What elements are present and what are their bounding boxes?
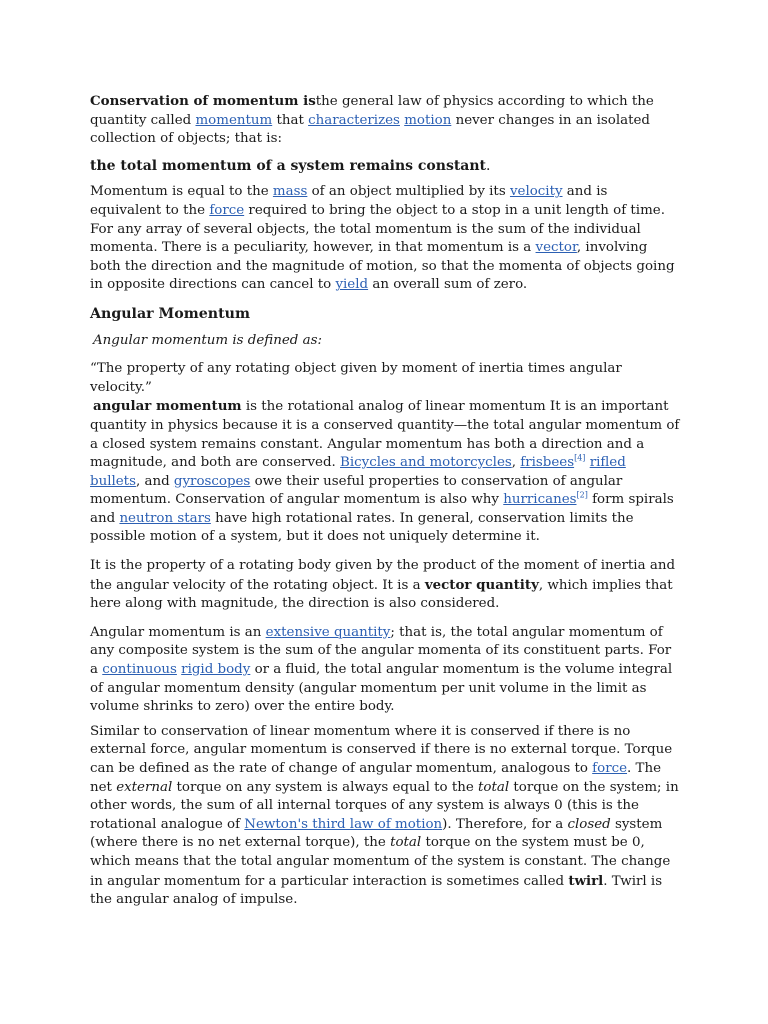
link-gyroscopes[interactable]: gyroscopes	[173, 473, 251, 489]
text-run: owe their useful properties to conservation of angular momentum. Conservation of angular momentum is also why	[90, 473, 623, 508]
paragraph-torque-conservation	[90, 723, 680, 910]
link-velocity[interactable]: velocity	[509, 184, 563, 200]
text-run: It is the property of a rotating body given by the product of the moment of inertia and the angular velocity of the rotating object. It is a	[90, 558, 676, 593]
text-run: of an object multiplied by its	[307, 184, 510, 200]
text-run: , and	[135, 473, 174, 489]
text-run: torque on the system must be 0, which means that the total angular momentum of the system is constant. The change in angular momentum for a particular interaction is sometimes called	[90, 835, 671, 889]
text-run: , involving both the direction and the magnitude of motion, so that the momenta of objects going in opposite directions can cancel to	[90, 240, 675, 293]
text-run: torque on the system; in other words, the sum of all internal torques of any system is always 0 (this is the rotational analogue of	[90, 779, 679, 832]
paragraph-momentum-definition	[90, 183, 680, 295]
link-hurricanes[interactable]: hurricanes	[503, 492, 577, 508]
text-run: never changes in an isolated collection of objects; that is:	[90, 112, 651, 147]
link-neutron-stars[interactable]: neutron stars	[119, 510, 211, 526]
text-run: form spirals and	[90, 492, 674, 526]
citation-4[interactable]: [4]	[574, 453, 586, 463]
paragraph-property-of-rotating-body	[90, 557, 680, 614]
paragraph-extensive-quantity	[90, 624, 680, 717]
text-run: Similar to conservation of linear momentum where it is conserved if there is no external force, angular momentum is conserved if there is no external torque. Torque can be defined as the rate of change of angular momentum, analogous to	[90, 723, 673, 776]
link-rigid-body[interactable]: rigid body	[181, 662, 251, 678]
text-run: an overall sum of zero.	[368, 277, 528, 293]
link-characterizes[interactable]: characterizes	[308, 112, 400, 128]
link-frisbees[interactable]: frisbees	[520, 455, 575, 471]
link-motion[interactable]: motion	[404, 112, 452, 128]
definition-intro: Angular momentum is defined as:	[93, 332, 322, 348]
heading-angular-momentum: Angular Momentum	[90, 305, 250, 322]
paragraph-total-momentum-statement	[90, 157, 680, 176]
text-run: the general law of physics according to which the quantity called	[90, 94, 654, 128]
text-run: . Twirl is the angular analog of impulse.	[90, 873, 663, 908]
bold-term: vector quantity	[424, 576, 539, 593]
text-run: , which implies that here along with magnitude, the direction is also considered.	[90, 577, 673, 612]
italic-term: closed	[567, 816, 611, 832]
italic-term: total	[390, 835, 422, 851]
bold-term: angular momentum	[93, 398, 242, 415]
italic-term: external	[116, 779, 173, 795]
link-force[interactable]: force	[209, 202, 245, 218]
text-run: ). Therefore, for a	[442, 816, 568, 832]
text-run: have high rotational rates. In general, conservation limits the possible motion of a system, but it does not uniquely determine it.	[90, 510, 634, 545]
text-run: ,	[511, 455, 521, 471]
bold-term: twirl	[568, 872, 604, 889]
text-run: Momentum is equal to the	[90, 184, 273, 200]
text-run: required to bring the object to a stop in a unit length of time. For any array of several objects, the total momentum is the sum of the individual momenta. There is a peculiarity, however, in that momentum is a	[90, 202, 665, 256]
link-rifled-bullets[interactable]: rifled bullets	[90, 455, 626, 489]
link-mass[interactable]: mass	[272, 184, 308, 200]
text-run: —the total angular momentum of a closed system remains constant. Angular momentum has both a direction and a magnitude, and both are conserved.	[90, 417, 680, 471]
link-newtons-third-law[interactable]: Newton's third law of motion	[244, 816, 443, 832]
link-continuous[interactable]: continuous	[102, 662, 177, 678]
text-run: Angular momentum is an	[90, 624, 266, 640]
link-extensive-quantity[interactable]: extensive quantity	[265, 624, 391, 640]
link-yield[interactable]: yield	[335, 277, 369, 293]
quote-text: “The property of any rotating object given by moment of inertia times angular velocity.”	[90, 361, 622, 395]
text-run: . The net	[90, 761, 662, 795]
text-run: system (where there is no net external torque), the	[90, 816, 663, 851]
paragraph-conservation-of-momentum	[90, 92, 680, 149]
link-force-2[interactable]: force	[592, 761, 628, 776]
link-bicycles-and-motorcycles[interactable]: Bicycles and motorcycles	[340, 455, 512, 471]
paragraph-angular-momentum-quote	[90, 360, 680, 547]
text-run: or a fluid, the total angular momentum is the volume integral of angular momentum density (angular momentum per unit volume in the limit as volume shrinks to zero) over the entire body.	[90, 662, 673, 715]
text-run: is the rotational analog of linear momentum It is an important quantity in physics because it is a	[90, 399, 669, 433]
text-run: .	[486, 157, 491, 174]
bold-statement: the total momentum of a system remains constant	[90, 157, 487, 174]
citation-2[interactable]: [2]	[576, 490, 588, 500]
text-run: conserved quantity	[323, 417, 454, 433]
text-run: and is equivalent to the	[90, 184, 608, 218]
text-run: torque on any system is always equal to the	[172, 779, 479, 795]
bold-term: Conservation of momentum is	[90, 93, 316, 109]
link-momentum[interactable]: momentum	[195, 112, 273, 128]
text-run: ; that is, the total angular momentum of any composite system is the sum of the angular momenta of its constituent parts. For a	[90, 624, 672, 678]
italic-term: total	[478, 779, 510, 795]
text-run: that	[272, 112, 309, 128]
link-vector[interactable]: vector	[535, 240, 577, 256]
document-body	[90, 92, 680, 910]
